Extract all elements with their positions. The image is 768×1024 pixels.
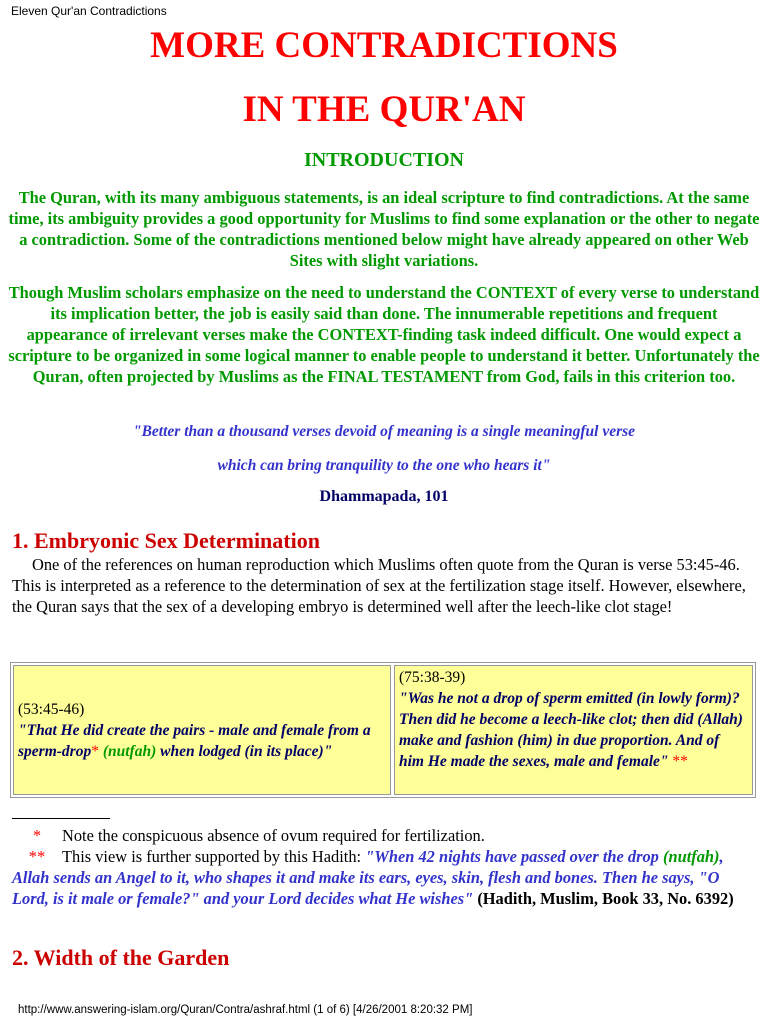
hadith-transliteration: (nutfah) (663, 847, 720, 866)
verse-text-53-45-part-b: when lodged (in its place)" (160, 742, 333, 760)
verse-text-53-45 (18, 720, 386, 762)
intro-paragraph-2: Though Muslim scholars emphasize on the need to understand the CONTEXT of every verse to understand its implication better, the job is easily said than done. The innumerable repetitions and frequent appearance of irrelevant verses make the CONTEXT-finding task indeed difficult. One would expect a scripture to be organized in some logical manner to enable people to understand it better. Unfortunately the Quran, often projected by Muslims as the FINAL TESTAMENT from God, fails in this criterion too. (8, 283, 760, 386)
footnote-1 (12, 825, 757, 846)
epigraph-line-2: which can bring tranquility to the one who hears it" (217, 457, 551, 474)
verse-text-75-38 (399, 688, 748, 772)
epigraph-line-1: "Better than a thousand verses devoid of meaning is a single meaningful verse (132, 423, 636, 440)
introduction-heading: INTRODUCTION (303, 149, 465, 171)
page-header-label: Eleven Qur'an Contradictions (11, 4, 167, 18)
intro-paragraph-1: The Quran, with its many ambiguous statements, is an ideal scripture to find contradictions. At the same time, its ambiguity provides a good opportunity for Muslims to find some explanation or the other to negate a contradiction. Some of the contradictions mentioned below might have already appeared on other Web Sites with slight variations. (8, 188, 760, 270)
hadith-quote-part-b: , Allah sends an Angel to it, who shapes it and make its ears, eyes, skin, flesh and bones. Then he says, "O Lord, is it male or female?" and your Lord decides what He wishes" (12, 847, 724, 908)
verse-ref-53-45: (53:45-46) (18, 700, 85, 718)
verse-text-53-45-part-a: "That He did create the pairs - male and female from a sperm-drop (18, 721, 371, 760)
epigraph-citation: Dhammapada, 101 (319, 488, 449, 505)
page-title-line-1: MORE CONTRADICTIONS (150, 25, 618, 66)
verse-cell-53-45 (13, 665, 391, 795)
footnote-double-star-marker: ** (672, 753, 688, 770)
verse-ref-75-38: (75:38-39) (399, 669, 466, 686)
verse-text-75-38-body: "Was he not a drop of sperm emitted (in lowly form)? Then did he become a leech-like clot; then did (Allah) make and fashion (him) in due proportion. And of him He made the sexes, male and female" (399, 690, 743, 770)
footnote-star-marker: * (91, 742, 99, 760)
verse-comparison-table (10, 662, 756, 798)
verse-cell-75-38 (394, 665, 753, 795)
footnote-1-text: Note the conspicuous absence of ovum required for fertilization. (62, 826, 485, 845)
section-1-body: One of the references on human reproduction which Muslims often quote from the Quran is verse 53:45-46. This is interpreted as a reference to the determination of sex at the fertilization stage itself. However, elsewhere, the Quran says that the sex of a developing embryo is determined well after the leech-like clot stage! (12, 555, 746, 616)
transliteration-nutfah: (nutfah) (102, 742, 157, 760)
footnote-2 (12, 846, 757, 909)
footnote-2-marker: ** (28, 847, 46, 866)
footnote-1-marker: * (32, 826, 42, 845)
section-2-heading: 2. Width of the Garden (12, 945, 230, 970)
page-title-line-2: IN THE QUR'AN (242, 89, 526, 130)
hadith-quote-part-a: "When 42 nights have passed over the drop (365, 847, 659, 866)
section-1-heading: 1. Embryonic Sex Determination (12, 528, 320, 553)
footnote-divider (12, 818, 110, 819)
page-footer-url: http://www.answering-islam.org/Quran/Contra/ashraf.html (1 of 6) [4/26/2001 8:20:32 PM] (18, 1004, 473, 1016)
hadith-source: (Hadith, Muslim, Book 33, No. 6392) (477, 889, 734, 908)
footnote-2-lead: This view is further supported by this Hadith: (62, 847, 362, 866)
